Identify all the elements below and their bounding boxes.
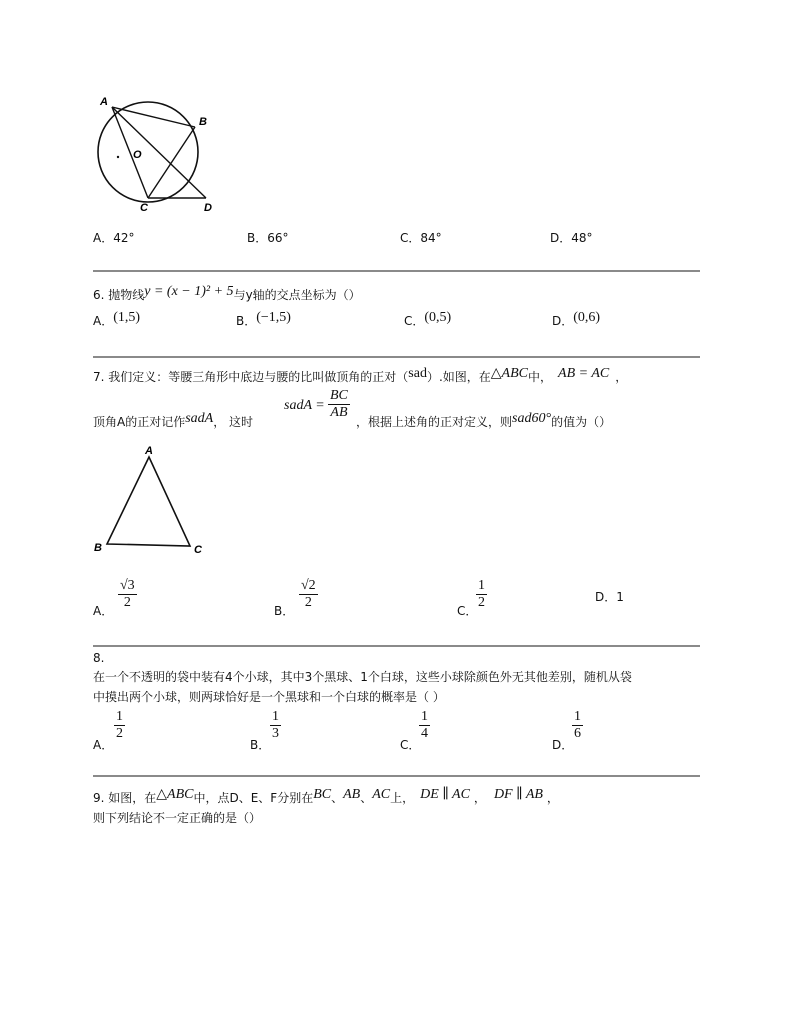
circle-o: [98, 102, 198, 202]
label-d: D: [204, 202, 212, 214]
q5-option-b[interactable]: B．66°: [247, 231, 289, 245]
q7-option-b-letter[interactable]: B．: [274, 604, 295, 618]
segment-ab: [112, 107, 195, 127]
label-b: B: [199, 116, 207, 128]
divider-3: [93, 645, 700, 647]
q9-stem-line2: 则下列结论不一定正确的是（）: [93, 811, 262, 825]
q7-stem-line2b: ，根据上述角的正对定义，则sad60°的值为（）: [356, 411, 612, 429]
q5-option-a[interactable]: A．42°: [93, 231, 135, 245]
q8-option-c-letter[interactable]: C．: [400, 738, 421, 752]
q7-formula-lhs: sadA =: [284, 398, 325, 413]
q8-option-d-letter[interactable]: D．: [552, 738, 574, 752]
center-dot: [117, 156, 119, 158]
q6-option-d[interactable]: D．(0,6): [552, 310, 601, 328]
q7-stem-line1: 7. 我们定义：等腰三角形中底边与腰的比叫做顶角的正对（sad）.如图，在△ABC中， AB = AC ，: [93, 366, 628, 384]
label-b: B: [94, 542, 102, 554]
segment-ac: [112, 107, 148, 198]
q9-stem-line1: 9. 如图，在△ABC中，点D、E、F分别在BC、AB、AC上， DE ∥ AC ， DF ∥ AB ，: [93, 787, 559, 805]
segment-ad: [112, 107, 206, 198]
q7-triangle-figure: [88, 440, 218, 565]
q7-option-a-fraction: $\frac{√3}{2}$: [120, 578, 135, 610]
q6-option-a[interactable]: A．(1,5): [93, 310, 141, 328]
q7-option-b-fraction: $\frac{√2}{2}$: [301, 578, 316, 610]
q8-option-b-fraction: $\frac{1}{3}$: [272, 709, 279, 741]
q6-equation: y = (x − 1)² + 5: [144, 284, 234, 299]
segment-bc: [148, 127, 195, 198]
q8-option-b-letter[interactable]: B．: [250, 738, 271, 752]
q7-option-a-letter[interactable]: A．: [93, 604, 114, 618]
q8-stem-line2: 中摸出两个小球，则两球恰好是一个黑球和一个白球的概率是（ ）: [93, 690, 445, 704]
q5-option-d[interactable]: D．48°: [550, 231, 593, 245]
q8-number: 8.: [93, 651, 105, 665]
divider-4: [93, 775, 700, 777]
triangle-abc: [107, 457, 190, 546]
label-a: A: [145, 445, 153, 457]
q5-circle-figure: [88, 90, 228, 220]
q6-option-b[interactable]: B．(−1,5): [236, 310, 291, 328]
q7-option-c-letter[interactable]: C．: [457, 604, 478, 618]
q7-formula-fraction: $\frac{BC}{AB}$: [330, 388, 348, 420]
label-c: C: [194, 544, 202, 556]
label-a: A: [100, 96, 108, 108]
label-o: O: [133, 149, 142, 161]
q8-stem-line1: 在一个不透明的袋中装有4个小球，其中3个黑球、1个白球，这些小球除颜色外无其他差别，随机从袋: [93, 670, 632, 684]
q6-stem: 6. 抛物线y = (x − 1)² + 5与y轴的交点坐标为（）: [93, 284, 361, 302]
q8-option-a-fraction: $\frac{1}{2}$: [116, 709, 123, 741]
q8-option-c-fraction: $\frac{1}{4}$: [421, 709, 428, 741]
q7-option-c-fraction: $\frac{1}{2}$: [478, 578, 485, 610]
q8-option-a-letter[interactable]: A．: [93, 738, 114, 752]
label-c: C: [140, 202, 148, 214]
q7-stem-line2a: 顶角A的正对记作sadA， 这时: [93, 411, 254, 429]
q5-option-c[interactable]: C．84°: [400, 231, 442, 245]
q7-option-d[interactable]: D．1: [595, 590, 624, 604]
q6-option-c[interactable]: C．(0,5): [404, 310, 452, 328]
q8-option-d-fraction: $\frac{1}{6}$: [574, 709, 581, 741]
divider-2: [93, 356, 700, 358]
divider-1: [93, 270, 700, 272]
